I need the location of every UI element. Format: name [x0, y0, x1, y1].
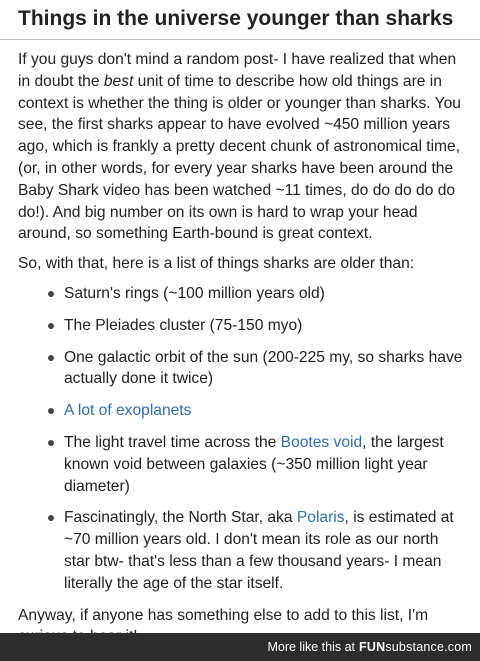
bullet-icon: [48, 291, 54, 297]
brand-tld: .com: [444, 640, 472, 654]
bootes-void-link[interactable]: Bootes void: [280, 433, 363, 451]
post-title: Things in the universe younger than sharks: [18, 7, 454, 30]
bullet-icon: [48, 355, 54, 361]
list-intro: So, with that, here is a list of things sharks are older than:: [18, 255, 415, 273]
brand-suffix: substance: [385, 640, 445, 654]
footer-more-text: More like this at: [267, 640, 356, 654]
intro-emphasis: best: [103, 72, 134, 90]
brand-prefix: FUN: [359, 640, 386, 654]
post-body: [0, 40, 480, 648]
intro-paragraph: [18, 49, 464, 245]
list-item: [46, 507, 464, 594]
bullet-icon: [48, 515, 54, 521]
things-list: [18, 283, 464, 595]
intro-text-start: If you guys don't mind a random post- I have realized that when in doubt the: [18, 51, 457, 90]
list-item-text: One galactic orbit of the sun (200-225 my, so sharks have actually done it twice): [64, 348, 463, 388]
intro-text-end: unit of time to describe how old things are in context is whether the thing is older or younger than sharks. You see, the first sharks appear to have evolved ~450 million years ago, which is frankly a pretty decent chunk of astronomical time, (or, in other words, for every year sharks have been around the Baby Shark video has been watched ~11 times, do do do do do do!). And big number on its own is hard to wrap your head around, so something Earth-bound is great context.: [18, 72, 461, 243]
list-item-text-before: The light travel time across the: [64, 433, 281, 451]
polaris-link[interactable]: Polaris: [296, 509, 345, 527]
list-item-text-after: , the largest known void between galaxies (~350 million light year diameter): [64, 433, 444, 495]
list-item: [46, 432, 464, 497]
list-item-text-before: Fascinatingly, the North Star, aka: [64, 509, 297, 527]
list-item-text-after: , is estimated at ~70 million years old. I don't mean its role as our north star btw- that's less than a few thousand years- I mean literally the age of the star itself.: [64, 509, 454, 592]
bullet-icon: [48, 408, 54, 414]
list-item: [46, 400, 464, 422]
watermark-footer: [0, 633, 480, 661]
list-item: [46, 315, 464, 337]
exoplanets-link[interactable]: A lot of exoplanets: [64, 402, 192, 420]
list-item-text: Saturn's rings (~100 million years old): [64, 284, 325, 302]
bullet-icon: [48, 440, 54, 446]
funsubstance-logo: [359, 640, 472, 654]
outro-paragraph: Anyway, if anyone has something else to add to this list, I'm: [18, 606, 429, 624]
list-item: [46, 347, 464, 391]
list-item-text: The Pleiades cluster (75-150 myo): [64, 316, 303, 334]
bullet-icon: [48, 323, 54, 329]
list-item: [46, 283, 464, 305]
